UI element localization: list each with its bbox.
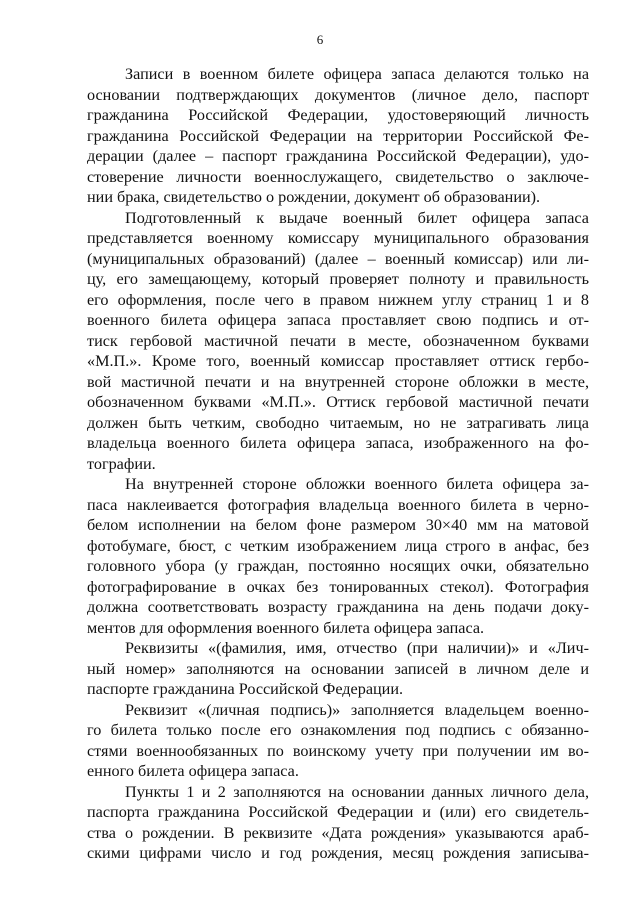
text-line: скими цифрами число и год рождения, месяц рождения записыва- xyxy=(87,844,589,862)
text-line: владельца военного билета офицера запаса, изображенного на фо- xyxy=(87,434,589,452)
text-line: ный номер» заполняются на основании записей в личном деле и xyxy=(87,659,589,678)
text-line: Реквизиты «(фамилия, имя, отчество (при наличии)» и «Лич- xyxy=(125,639,589,657)
text-line: ментов для оформления военного билета офицера запаса. xyxy=(87,618,485,637)
text-line: ства о рождении. В реквизите «Дата рождения» указываются араб- xyxy=(87,823,589,842)
text-line: основании подтверждающих документов (личное дело, паспорт xyxy=(87,85,589,104)
text-line: тографии. xyxy=(87,454,156,473)
text-line: головного убора (у граждан, постоянно носящих очки, обязательно xyxy=(87,557,589,575)
text-line: стоверение личности военнослужащего, свидетельство о заключе- xyxy=(87,167,589,186)
text-line: паспорта гражданина Российской Федерации и (или) его свидетель- xyxy=(87,803,589,821)
text-line: паспорте гражданина Российской Федерации. xyxy=(87,680,404,698)
document-body xyxy=(87,64,589,864)
text-line: цу, его замещающему, который проверяет полноту и правильность xyxy=(87,270,589,288)
page-number: 6 xyxy=(316,32,324,47)
text-line: фотографирование в очках без тонированных стекол). Фотография xyxy=(87,577,589,596)
text-line: Записи в военном билете офицера запаса делаются только на xyxy=(125,65,589,83)
text-line: дерации (далее – паспорт гражданина Российской Федерации), удо- xyxy=(87,147,589,165)
text-line: (муниципальных образований) (далее – военный комиссар) или ли- xyxy=(87,249,589,268)
paragraph-photograph xyxy=(87,474,589,638)
text-line: военного билета офицера запаса проставляет свою подпись и от- xyxy=(87,311,589,329)
text-line: гражданина Российской Федерации, удостоверяющий личность xyxy=(87,106,589,124)
paragraph-name-requisites xyxy=(87,638,589,700)
text-line: гражданина Российской Федерации на территории Российской Фе- xyxy=(87,126,589,145)
text-line: фотобумаге, бюст, с четким изображением лица строго в анфас, без xyxy=(87,536,589,555)
text-line: представляется военному комиссару муниципального образования xyxy=(87,229,589,247)
paragraph-points-1-2 xyxy=(87,782,589,864)
text-line: должна соответствовать возрасту гражданина на день подачи доку- xyxy=(87,598,589,616)
text-line: белом исполнении на белом фоне размером 30×40 мм на матовой xyxy=(87,516,589,534)
paragraph-commissar-signature xyxy=(87,208,589,475)
text-line: Подготовленный к выдаче военный билет офицера запаса xyxy=(125,208,589,227)
text-line: Реквизит «(личная подпись)» заполняется владельцем военно- xyxy=(125,700,589,719)
paragraph-records-basis xyxy=(87,64,589,208)
text-line: На внутренней стороне обложки военного билета офицера за- xyxy=(125,475,589,493)
text-line: енного билета офицера запаса. xyxy=(87,762,299,780)
paragraph-personal-signature xyxy=(87,700,589,782)
text-line: должен быть четким, свободно читаемым, но не затрагивать лица xyxy=(87,413,589,432)
text-line: «М.П.». Кроме того, военный комиссар проставляет оттиск гербо- xyxy=(87,352,589,370)
text-line: го билета только после его ознакомления под подпись с обязанно- xyxy=(87,721,589,739)
text-line: обозначенном буквами «М.П.». Оттиск гербовой мастичной печати xyxy=(87,393,589,411)
text-line: его оформления, после чего в правом нижнем углу страниц 1 и 8 xyxy=(87,290,589,309)
text-line: нии брака, свидетельство о рождении, документ об образовании). xyxy=(87,188,541,206)
text-line: тиск гербовой мастичной печати в месте, обозначенном буквами xyxy=(87,331,589,350)
text-line: вой мастичной печати и на внутренней стороне обложки в месте, xyxy=(87,372,589,391)
text-line: Пункты 1 и 2 заполняются на основании данных личного дела, xyxy=(125,782,589,801)
text-line: стями военнообязанных по воинскому учету при получении им во- xyxy=(87,741,589,760)
text-line: паса наклеивается фотография владельца военного билета в черно- xyxy=(87,495,589,514)
